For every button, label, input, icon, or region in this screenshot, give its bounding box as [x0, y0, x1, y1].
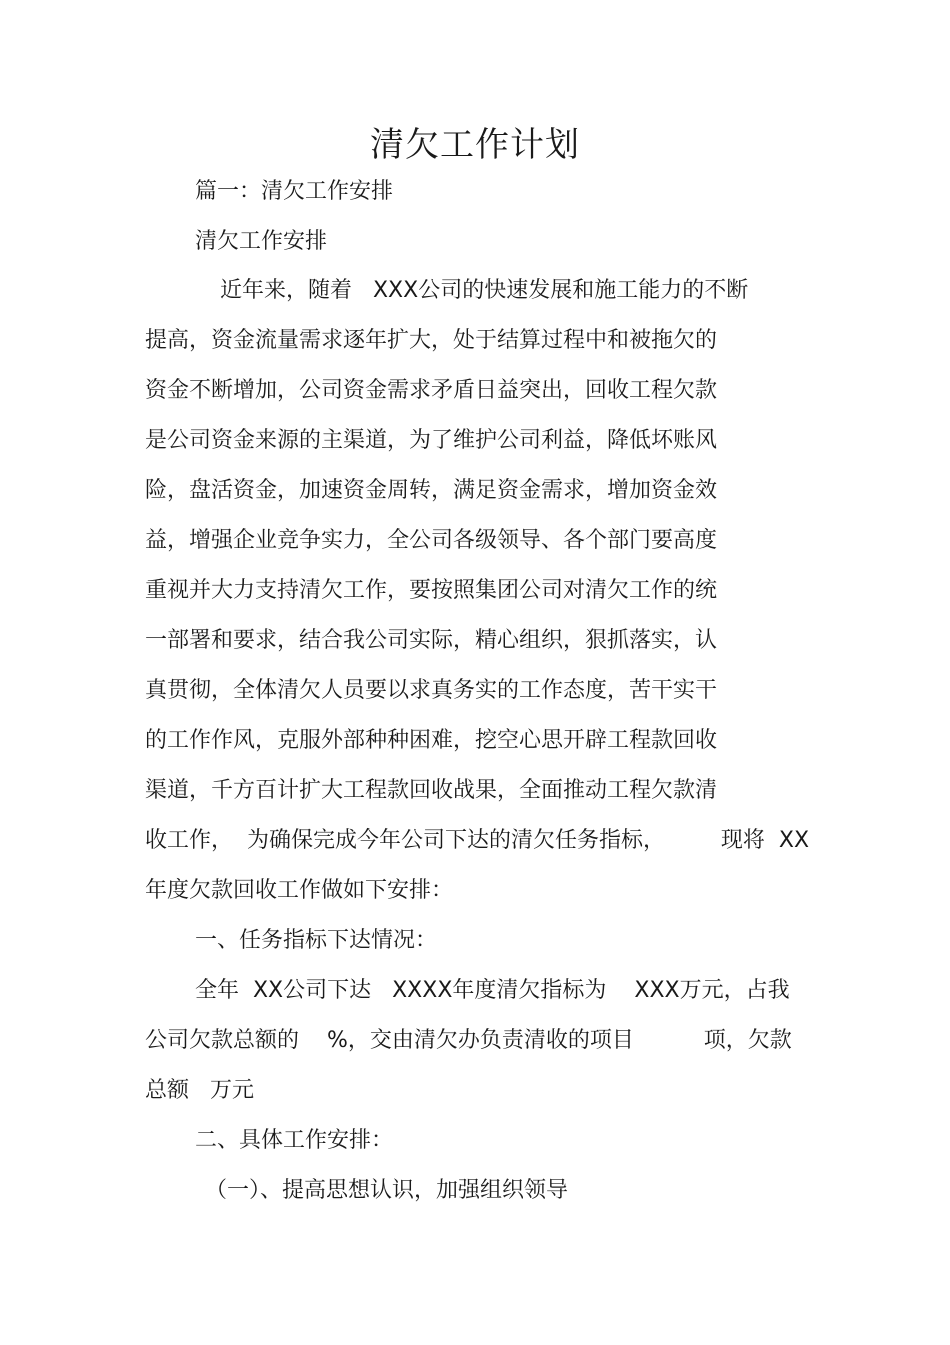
paragraph-line: 真贯彻，全体清欠人员要以求真务实的工作态度，苦干实干 — [145, 678, 718, 703]
section-heading: 一、任务指标下达情况： — [195, 928, 438, 953]
paragraph-line: 收工作， 为确保完成今年公司下达的清欠任务指标， 现将 XX — [145, 828, 810, 853]
paragraph-line: 益，增强企业竞争实力，全公司各级领导、各个部门要高度 — [145, 528, 718, 553]
document-title: 清欠工作计划 — [370, 125, 580, 165]
paragraph-line: 险，盘活资金，加速资金周转，满足资金需求，增加资金效 — [145, 478, 718, 503]
paragraph-line: 年度欠款回收工作做如下安排： — [145, 878, 454, 903]
paragraph-line: 提高，资金流量需求逐年扩大，处于结算过程中和被拖欠的 — [145, 328, 718, 353]
paragraph-line: 重视并大力支持清欠工作，要按照集团公司对清欠工作的统 — [145, 578, 718, 603]
paragraph-line: 资金不断增加，公司资金需求矛盾日益突出，回收工程欠款 — [145, 378, 718, 403]
sub-heading: （一）、提高思想认识，加强组织领导 — [205, 1178, 569, 1203]
paragraph-line: 近年来，随着 XXX公司的快速发展和施工能力的不断 — [220, 278, 749, 303]
paragraph-line: 全年 XX公司下达 XXXX年度清欠指标为 XXX万元，占我 — [195, 978, 790, 1003]
paragraph-line: 一部署和要求，结合我公司实际，精心组织，狠抓落实，认 — [145, 628, 718, 653]
paragraph-line: 渠道，千方百计扩大工程款回收战果，全面推动工程欠款清 — [145, 778, 718, 803]
paragraph-line: 公司欠款总额的 %，交由清欠办负责清收的项目 项，欠款 — [145, 1028, 792, 1053]
paragraph-line: 的工作作风，克服外部种种困难，挖空心思开辟工程款回收 — [145, 728, 718, 753]
paragraph-line: 总额 万元 — [145, 1078, 254, 1103]
section-heading: 篇一：清欠工作安排 — [195, 179, 394, 204]
paragraph-line: 是公司资金来源的主渠道，为了维护公司利益，降低坏账风 — [145, 428, 718, 453]
sub-heading: 清欠工作安排 — [195, 229, 328, 254]
section-heading: 二、具体工作安排： — [195, 1128, 394, 1153]
